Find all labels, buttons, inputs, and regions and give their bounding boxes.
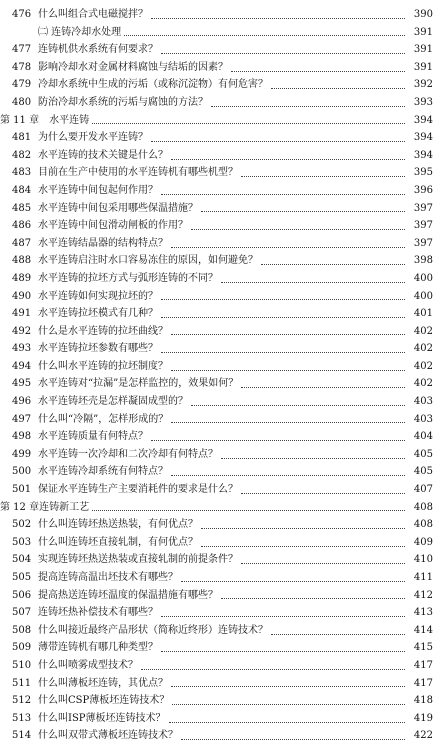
page-number: 397	[413, 220, 433, 232]
question-number: 514	[12, 730, 32, 742]
dot-leader	[169, 721, 405, 723]
entry-title: 什么叫ISP薄板坯连铸技术？	[38, 712, 166, 724]
page-number: 415	[413, 642, 433, 654]
question-number: 499	[12, 448, 32, 460]
page-number: 405	[413, 466, 433, 478]
dot-leader	[241, 492, 405, 494]
entry-title: 水平连铸结晶器的结构特点？	[38, 237, 168, 249]
page-number: 412	[413, 589, 433, 601]
toc-entry[interactable]	[0, 604, 439, 622]
entry-title: 为什么要开发水平连铸？	[38, 132, 148, 144]
page-number: 407	[413, 484, 433, 496]
question-number: 494	[12, 360, 32, 372]
dot-leader	[221, 457, 405, 459]
question-number: 505	[12, 572, 32, 583]
question-number: 513	[12, 712, 32, 724]
page-number: 400	[413, 272, 433, 284]
page-number: 405	[413, 448, 433, 460]
dot-leader	[151, 439, 405, 441]
question-number: 491	[12, 308, 32, 320]
page-number: 400	[413, 290, 433, 302]
dot-leader	[231, 70, 405, 72]
dot-leader	[161, 351, 405, 353]
page-number: 417	[413, 659, 433, 671]
dot-leader	[191, 404, 405, 406]
question-number: 492	[12, 325, 32, 337]
entry-title: 水平连铸中间包滑动闸板的作用？	[38, 220, 188, 232]
toc-entry[interactable]	[0, 358, 439, 376]
entry-title: 保证水平连铸生产主要消耗件的要求是什么？	[38, 484, 238, 496]
toc-entry[interactable]	[0, 94, 439, 112]
toc-entry[interactable]	[0, 41, 439, 59]
toc-entry[interactable]	[0, 692, 439, 710]
dot-leader	[161, 193, 405, 195]
toc-entry[interactable]	[0, 288, 439, 306]
entry-title: 水平连铸的拉坯方式与弧形连铸的不同？	[38, 272, 218, 284]
toc-entry[interactable]	[0, 6, 439, 24]
page-number: 391	[413, 44, 433, 56]
dot-leader	[181, 580, 405, 582]
entry-title: 什么是水平连铸的拉坯曲线？	[38, 325, 168, 337]
page-number: 394	[413, 114, 433, 126]
dot-leader	[161, 650, 405, 652]
toc-entry[interactable]	[0, 411, 439, 429]
page-number: 396	[413, 184, 433, 196]
toc-entry[interactable]	[0, 270, 439, 288]
entry-title: 什么叫连铸坯直接轧制，有何优点？	[38, 536, 198, 548]
question-number: 485	[12, 202, 32, 214]
entry-title: 连铸坯热补偿技术有哪些？	[38, 607, 158, 619]
page-number: 393	[413, 96, 433, 108]
entry-title: 什么叫CSP薄板坯连铸技术？	[38, 695, 170, 707]
toc-entry[interactable]	[0, 323, 439, 341]
entry-title: 什么叫连铸坯热送热装，有何优点？	[38, 519, 198, 531]
question-number: 489	[12, 272, 32, 284]
toc-chapter-heading[interactable]	[0, 499, 439, 517]
table-of-contents	[0, 6, 439, 745]
dot-leader	[124, 34, 405, 36]
question-number: 506	[12, 589, 32, 601]
toc-entry[interactable]	[0, 217, 439, 235]
page-number: 391	[413, 26, 433, 38]
question-number: 511	[12, 677, 32, 689]
toc-entry[interactable]	[0, 375, 439, 393]
entry-title: 水平连铸坯壳是怎样凝固成型的？	[38, 396, 188, 408]
toc-entry[interactable]	[0, 393, 439, 411]
entry-title: 什么叫喷雾成型技术？	[38, 659, 138, 671]
dot-leader	[161, 615, 405, 617]
page-number: 409	[413, 536, 433, 548]
dot-leader	[171, 333, 405, 335]
toc-entry[interactable]	[0, 76, 439, 94]
toc-chapter-heading[interactable]	[0, 112, 439, 130]
toc-entry[interactable]	[0, 340, 439, 358]
page-number: 408	[413, 501, 433, 513]
toc-entry[interactable]	[0, 182, 439, 200]
dot-leader	[191, 228, 405, 230]
question-number: 493	[12, 343, 32, 355]
entry-title: 提高连铸高温出坯技术有哪些？	[38, 572, 178, 583]
dot-leader	[161, 298, 405, 300]
page-number: 394	[413, 132, 433, 144]
dot-leader	[261, 263, 405, 265]
entry-title: 冷却水系统中生成的污垢（或称沉淀物）有何危害？	[38, 79, 268, 91]
entry-title: 提高热送连铸坯温度的保温措施有哪些？	[38, 589, 218, 601]
question-number: 479	[12, 79, 32, 91]
page-number: 402	[413, 378, 433, 390]
dot-leader	[151, 17, 405, 19]
dot-leader	[271, 633, 405, 635]
question-number: 497	[12, 413, 32, 425]
question-number: 498	[12, 431, 32, 443]
question-number: 476	[12, 9, 32, 20]
question-number: 504	[12, 554, 32, 566]
dot-leader	[201, 527, 405, 529]
entry-title: 什么叫薄板坯连铸，其优点？	[38, 677, 168, 689]
toc-entry[interactable]	[0, 305, 439, 323]
dot-leader	[171, 246, 405, 248]
entry-title: 水平连铸启注时水口容易冻住的原因，如何避免？	[38, 255, 258, 267]
page-number: 403	[413, 413, 433, 425]
entry-title: 水平连铸冷却系统有何特点？	[38, 466, 168, 478]
question-number: 502	[12, 519, 32, 531]
dot-leader	[201, 210, 405, 212]
dot-leader	[241, 175, 405, 177]
question-number: 481	[12, 132, 32, 144]
dot-leader	[141, 668, 405, 670]
question-number: 503	[12, 536, 32, 548]
question-number: 488	[12, 255, 32, 267]
question-number: 509	[12, 642, 32, 654]
dot-leader	[92, 122, 405, 124]
dot-leader	[161, 52, 405, 54]
dot-leader	[171, 158, 405, 160]
toc-entry[interactable]	[0, 147, 439, 165]
dot-leader	[171, 421, 405, 423]
toc-entry[interactable]	[0, 164, 439, 182]
dot-leader	[211, 105, 405, 107]
dot-leader	[171, 369, 405, 371]
page-number: 418	[413, 695, 433, 707]
dot-leader	[171, 685, 405, 687]
question-number: 501	[12, 484, 32, 496]
page-number: 390	[413, 9, 433, 20]
entry-title: 影响冷却水对金属材料腐蚀与结垢的因素？	[38, 61, 228, 73]
dot-leader	[241, 562, 405, 564]
dot-leader	[172, 703, 405, 705]
dot-leader	[241, 386, 405, 388]
entry-title: 水平连铸拉坯模式有几种？	[38, 308, 158, 320]
page-number: 395	[413, 167, 433, 179]
entry-title: 防治冷却水系统的污垢与腐蚀的方法？	[38, 96, 208, 108]
page-number: 404	[413, 431, 433, 443]
question-number: 508	[12, 624, 32, 636]
question-number: 512	[12, 695, 32, 707]
entry-title: 水平连铸拉坯参数有哪些？	[38, 343, 158, 355]
entry-title: 什么叫接近最终产品形状（简称近终形）连铸技术？	[38, 624, 268, 636]
toc-entry[interactable]	[0, 428, 439, 446]
toc-entry[interactable]	[0, 639, 439, 657]
question-number: 477	[12, 44, 32, 56]
entry-title: 什么叫双带式薄板坯连铸技术？	[38, 730, 178, 742]
toc-entry[interactable]	[0, 727, 439, 745]
page-number: 401	[413, 308, 433, 320]
toc-entry[interactable]	[0, 675, 439, 693]
entry-title: 第 11 章 水平连铸	[0, 114, 90, 126]
entry-title: 薄带连铸机有哪几种类型？	[38, 642, 158, 654]
dot-leader	[181, 738, 405, 740]
question-number: 487	[12, 237, 32, 249]
toc-entry[interactable]	[0, 481, 439, 499]
page-number: 403	[413, 396, 433, 408]
toc-entry[interactable]	[0, 252, 439, 270]
entry-title: 水平连铸的技术关键是什么？	[38, 149, 168, 161]
page-number: 413	[413, 607, 433, 619]
question-number: 510	[12, 659, 32, 671]
page-number: 397	[413, 202, 433, 214]
page-number: 392	[413, 79, 433, 91]
entry-title: 第 12 章连铸新工艺	[0, 501, 90, 513]
toc-entry[interactable]	[0, 622, 439, 640]
page-number: 402	[413, 343, 433, 355]
page-number: 394	[413, 149, 433, 161]
toc-entry[interactable]	[0, 534, 439, 552]
dot-leader	[221, 281, 405, 283]
dot-leader	[92, 509, 405, 511]
page-number: 419	[413, 712, 433, 724]
toc-entry[interactable]	[0, 710, 439, 728]
page-number: 422	[413, 730, 433, 742]
toc-entry[interactable]	[0, 587, 439, 605]
toc-entry[interactable]	[0, 463, 439, 481]
page-number: 414	[413, 624, 433, 636]
question-number: 478	[12, 61, 32, 73]
page-number: 417	[413, 677, 433, 689]
dot-leader	[221, 597, 405, 599]
dot-leader	[161, 316, 405, 318]
question-number: 482	[12, 149, 32, 161]
dot-leader	[201, 545, 405, 547]
question-number: 480	[12, 96, 32, 108]
toc-entry[interactable]	[0, 200, 439, 218]
page-number: 391	[413, 61, 433, 73]
entry-title: 什么叫水平连铸的拉坯制度？	[38, 360, 168, 372]
dot-leader	[171, 474, 405, 476]
dot-leader	[271, 87, 405, 89]
page-number: 402	[413, 325, 433, 337]
entry-title: 水平连铸中间包采用哪些保温措施？	[38, 202, 198, 214]
question-number: 496	[12, 396, 32, 408]
toc-entry[interactable]	[0, 129, 439, 147]
question-number: 484	[12, 184, 32, 196]
entry-title: 目前在生产中使用的水平连铸机有哪些机型？	[38, 167, 238, 179]
question-number: 483	[12, 167, 32, 179]
entry-title: 水平连铸如何实现拉坯的？	[38, 290, 158, 302]
entry-title: 什么叫组合式电磁搅拌？	[38, 9, 148, 20]
page-number: 411	[413, 572, 433, 583]
entry-title: 水平连铸质量有何特点？	[38, 431, 148, 443]
page-number: 398	[413, 255, 433, 267]
toc-entry[interactable]	[0, 551, 439, 569]
toc-entry[interactable]	[0, 657, 439, 675]
toc-entry[interactable]	[0, 446, 439, 464]
entry-title: 水平连铸中间包起何作用？	[38, 184, 158, 196]
toc-entry[interactable]	[0, 59, 439, 77]
entry-title: 水平连铸对“拉漏”是怎样监控的，效果如何？	[38, 378, 239, 390]
page-number: 397	[413, 237, 433, 249]
entry-title: 实现连铸坯热送热装或直接轧制的前提条件？	[38, 554, 238, 566]
question-number: 507	[12, 607, 32, 619]
toc-entry[interactable]	[0, 235, 439, 253]
question-number: 486	[12, 220, 32, 232]
entry-title: ㈡ 连铸冷却水处理	[38, 26, 122, 38]
question-number: 490	[12, 290, 32, 302]
entry-title: 水平连铸一次冷却和二次冷却有何特点？	[38, 448, 218, 460]
entry-title: 什么叫“冷隔”，怎样形成的？	[38, 413, 169, 425]
toc-entry[interactable]	[0, 24, 439, 42]
page-number: 408	[413, 519, 433, 531]
entry-title: 连铸机供水系统有何要求？	[38, 44, 158, 56]
page-number: 402	[413, 360, 433, 372]
dot-leader	[151, 140, 405, 142]
question-number: 495	[12, 378, 32, 390]
toc-entry[interactable]	[0, 516, 439, 534]
question-number: 500	[12, 466, 32, 478]
page-number: 410	[413, 554, 433, 566]
toc-entry[interactable]	[0, 569, 439, 587]
